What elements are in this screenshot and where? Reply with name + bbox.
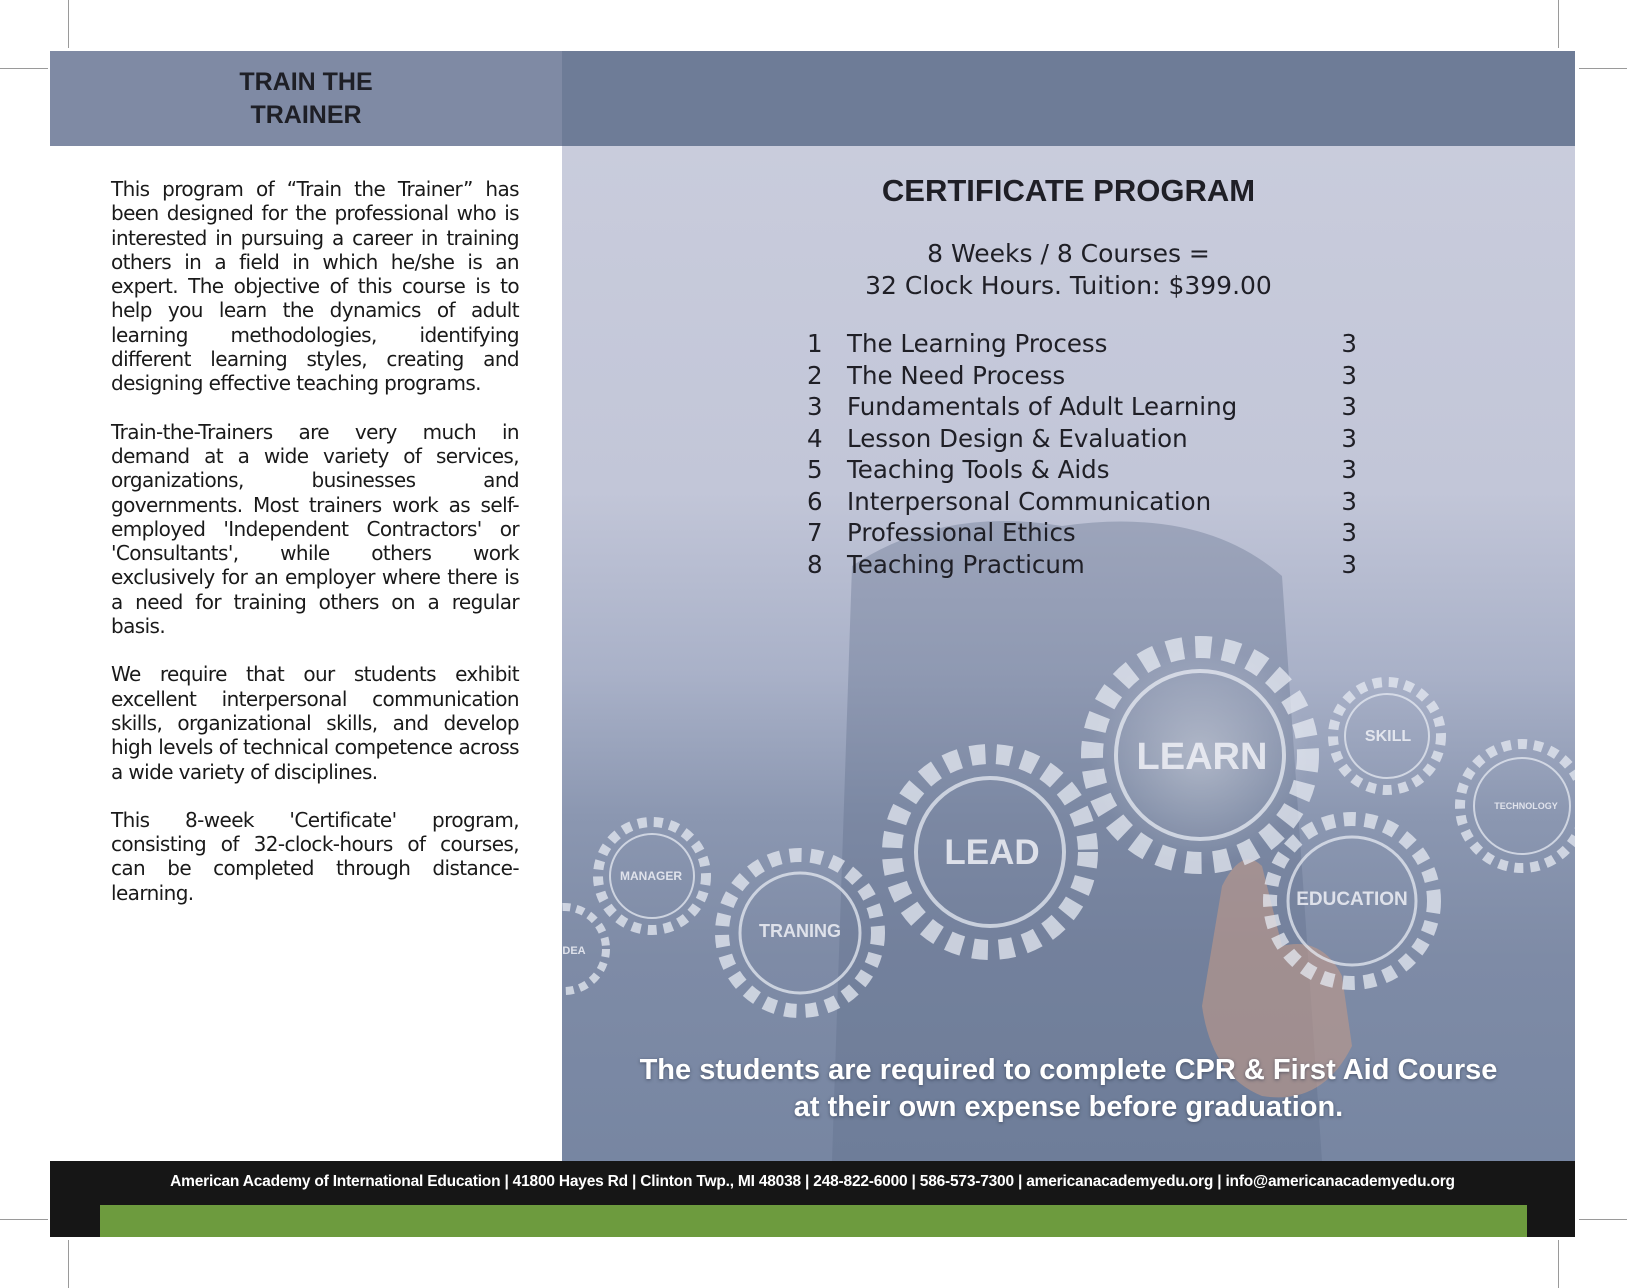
course-hours: 3 — [1341, 549, 1357, 579]
course-name: Professional Ethics — [847, 518, 1076, 548]
summary-line-1: 8 Weeks / 8 Courses = — [927, 239, 1210, 268]
course-row — [807, 549, 1357, 581]
note-line-1: The students are required to complete CPR & First Aid Course — [639, 1054, 1498, 1086]
footer-green-stripe — [100, 1205, 1527, 1237]
course-row — [807, 454, 1357, 486]
certificate-panel — [562, 146, 1575, 1161]
gear-label-technology: TECHNOLOGY — [1494, 801, 1558, 811]
gear-label-manager: MANAGER — [620, 869, 682, 883]
course-hours: 3 — [1341, 360, 1357, 390]
title-line-2: TRAINER — [250, 100, 362, 129]
crop-mark — [68, 0, 69, 48]
program-description — [111, 177, 519, 929]
course-name: Teaching Practicum — [847, 549, 1085, 579]
course-name: Fundamentals of Adult Learning — [847, 392, 1238, 422]
gear-label-training: TRANING — [759, 921, 841, 941]
course-number: 2 — [807, 360, 823, 390]
crop-mark — [1579, 1219, 1627, 1220]
course-hours: 3 — [1341, 329, 1357, 359]
crop-mark — [1558, 1240, 1559, 1288]
crop-mark — [1558, 0, 1559, 48]
course-number: 6 — [807, 486, 823, 516]
title-line-1: TRAIN THE — [239, 67, 373, 96]
course-name: Teaching Tools & Aids — [847, 455, 1110, 485]
course-number: 7 — [807, 518, 823, 548]
course-row — [807, 517, 1357, 549]
course-row — [807, 423, 1357, 455]
course-list — [807, 328, 1357, 580]
course-number: 4 — [807, 423, 823, 453]
gear-label-skill: SKILL — [1364, 728, 1412, 745]
crop-mark — [0, 1219, 48, 1220]
paragraph-demand: Train-the-Trainers are very much in demand at a wide variety of services, organizations, businesses and governments. Most trainers work as self-employed 'Independent Contractors' or 'Consultants', while others work exclusively for an employer where there is a need for training others on a regular basis. — [111, 419, 519, 639]
course-name: The Learning Process — [847, 329, 1108, 359]
note-line-2: at their own expense before graduation. — [793, 1091, 1344, 1123]
course-number: 1 — [807, 329, 823, 359]
course-hours: 3 — [1341, 518, 1357, 548]
course-name: Interpersonal Communication — [847, 486, 1212, 516]
course-row — [807, 328, 1357, 360]
crop-mark — [68, 1240, 69, 1288]
summary-line-2: 32 Clock Hours. Tuition: $399.00 — [865, 271, 1272, 300]
course-row — [807, 360, 1357, 392]
course-row — [807, 486, 1357, 518]
paragraph-intro: This program of “Train the Trainer” has been designed for the professional who is interested in pursuing a career in training others in a field in which he/she is an expert. The objective of this course is to help you learn the dynamics of adult learning methodologies, identifying different learning styles, creating and designing effective teaching programs. — [111, 177, 519, 396]
gear-label-idea: DEA — [562, 945, 586, 957]
cpr-requirement-note — [562, 1052, 1575, 1126]
crop-mark — [1579, 68, 1627, 69]
gear-label-lead: LEAD — [944, 833, 1040, 872]
brochure-page — [50, 51, 1575, 1237]
course-number: 5 — [807, 455, 823, 485]
certificate-title: CERTIFICATE PROGRAM — [881, 173, 1256, 208]
course-hours: 3 — [1341, 486, 1357, 516]
gear-label-education: EDUCATION — [1296, 889, 1408, 910]
paragraph-requirements: We require that our students exhibit excellent interpersonal communication skills, organizational skills, and develop high levels of technical competence across a wide variety of disciplines. — [111, 662, 519, 784]
gear-label-learn: LEARN — [1136, 736, 1268, 778]
left-header — [50, 51, 562, 146]
program-summary — [562, 238, 1575, 302]
course-hours: 3 — [1341, 455, 1357, 485]
course-name: The Need Process — [847, 360, 1066, 390]
contact-info: American Academy of International Education | 41800 Hayes Rd | Clinton Twp., MI 48038 | 248-822-6000 | 586-573-7300 | americanacademyedu.org | info@americanacademyedu.org — [170, 1173, 1455, 1190]
course-number: 3 — [807, 392, 823, 422]
course-hours: 3 — [1341, 392, 1357, 422]
right-header-band — [562, 51, 1575, 146]
section-title — [239, 66, 372, 132]
course-number: 8 — [807, 549, 823, 579]
footer-bar — [50, 1161, 1575, 1237]
paragraph-distance-learning: This 8-week 'Certificate' program, consisting of 32-clock-hours of courses, can be completed through distance-learning. — [111, 807, 519, 905]
crop-mark — [0, 68, 48, 69]
course-row — [807, 391, 1357, 423]
course-hours: 3 — [1341, 423, 1357, 453]
course-name: Lesson Design & Evaluation — [847, 423, 1188, 453]
